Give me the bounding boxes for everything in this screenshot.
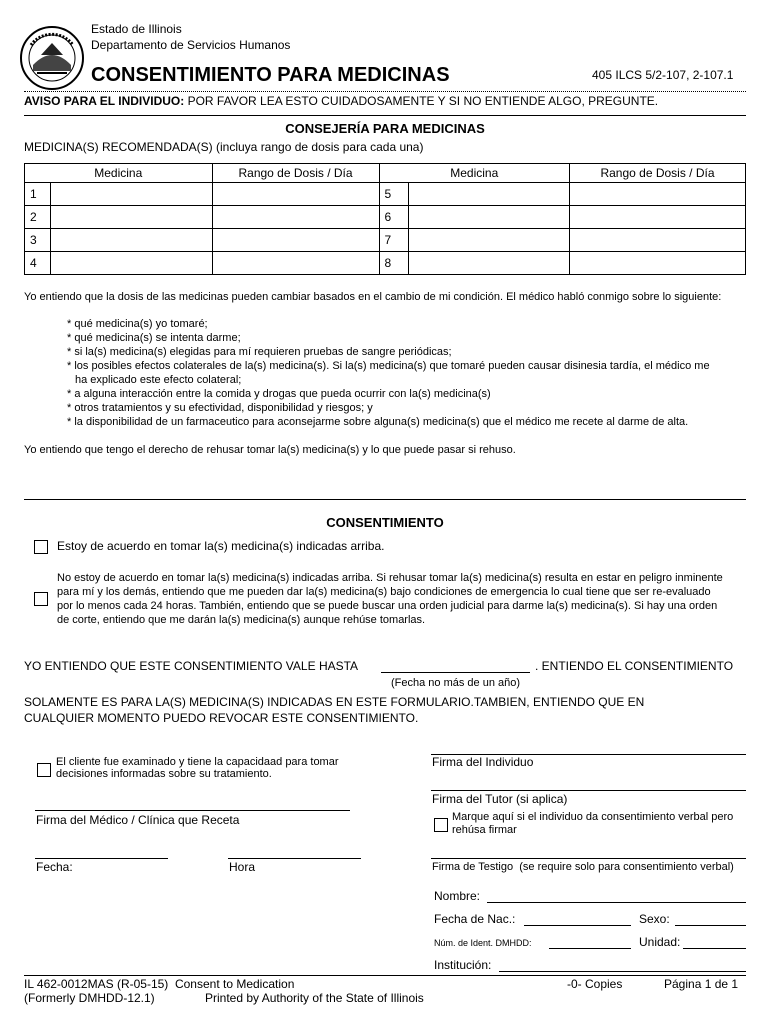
sex-label: Sexo:: [639, 912, 670, 926]
table-row: [25, 206, 746, 229]
list-item: * qué medicina(s) yo tomaré;: [67, 318, 208, 330]
list-item: * los posibles efectos colaterales de la(s) medicina(s). Si la(s) medicina(s) que tomaré pueden causar disinesia tardía, el médico me: [67, 360, 710, 372]
consent-heading: CONSENTIMIENTO: [326, 515, 444, 530]
form-number: IL 462-0012MAS (R-05-15): [24, 977, 169, 991]
medication-cell[interactable]: [408, 252, 569, 275]
witness-label-group: [432, 861, 734, 873]
time-label: Hora: [229, 860, 256, 874]
agree-checkbox[interactable]: [34, 540, 48, 554]
dose-range-cell[interactable]: [212, 183, 379, 206]
column-header: Rango de Dosis / Día: [570, 164, 746, 183]
table-row: [25, 183, 746, 206]
disagree-line: No estoy de acuerdo en tomar la(s) medicina(s) indicadas arriba. Si rehusar tomar la(s) medicina(s) resulta en estar en peligro inminente: [57, 572, 723, 584]
dose-range-cell[interactable]: [570, 229, 746, 252]
id-label: Núm. de Ident. DMHDD:: [434, 938, 532, 948]
valid-until-suffix: . ENTIENDO EL CONSENTIMIENTO: [535, 659, 734, 673]
unit-field[interactable]: [683, 948, 746, 949]
id-field[interactable]: [549, 948, 631, 949]
dose-range-cell[interactable]: [212, 252, 379, 275]
capacity-line: decisiones informadas sobre su tratamiento.: [56, 768, 272, 780]
medication-cell[interactable]: [51, 252, 213, 275]
medication-cell[interactable]: [408, 183, 569, 206]
row-number: 2: [25, 206, 51, 229]
verbal-consent-checkbox[interactable]: [434, 818, 448, 832]
witness-label: Firma de Testigo: [432, 861, 514, 873]
list-item: * a alguna interacción entre la comida y drogas que pueda ocurrir con la(s) medicina(s): [67, 388, 491, 400]
verbal-line: rehúsa firmar: [452, 824, 517, 836]
witness-signature-line[interactable]: [431, 858, 746, 859]
valid-until-prefix: YO ENTIENDO QUE ESTE CONSENTIMIENTO VALE HASTA: [24, 659, 359, 673]
agree-text: Estoy de acuerdo en tomar la(s) medicina(s) indicadas arriba.: [57, 539, 385, 553]
dose-range-cell[interactable]: [212, 229, 379, 252]
notice-label: AVISO PARA EL INDIVIDUO:: [24, 94, 185, 108]
only-for-line1: SOLAMENTE ES PARA LA(S) MEDICINA(S) INDICADAS EN ESTE FORMULARIO.TAMBIEN, ENTIENDO QUE EN: [24, 695, 645, 709]
date-label: Fecha:: [36, 860, 73, 874]
row-number: 1: [25, 183, 51, 206]
guardian-signature-label: Firma del Tutor (si aplica): [432, 792, 568, 806]
page-number: Página 1 de 1: [664, 977, 739, 991]
dose-range-cell[interactable]: [570, 183, 746, 206]
recommended-medications-label: MEDICINA(S) RECOMENDADA(S) (incluya rango de dosis para cada una): [24, 140, 424, 154]
formerly-text: (Formerly DMHDD-12.1): [24, 991, 155, 1005]
dose-range-cell[interactable]: [212, 206, 379, 229]
row-number: 5: [379, 183, 408, 206]
copies-text: -0- Copies: [567, 977, 623, 991]
disagree-line: por lo menos cada 24 horas. También, entiendo que se puede buscar una orden judicial para darme la(s) medicina(s). Si hay una orden: [57, 600, 718, 612]
verbal-line: Marque aquí si el individuo da consentimiento verbal pero: [452, 811, 734, 823]
list-item: ha explicado este efecto colateral;: [75, 374, 242, 386]
medication-cell[interactable]: [51, 206, 213, 229]
row-number: 8: [379, 252, 408, 275]
table-row: [25, 229, 746, 252]
medication-cell[interactable]: [408, 206, 569, 229]
form-title: Consent to Medication: [174, 977, 295, 991]
list-item: * qué medicina(s) se intenta darme;: [67, 332, 241, 344]
capacity-checkbox[interactable]: [37, 763, 51, 777]
discussion-list: [67, 317, 737, 429]
dob-field[interactable]: [524, 925, 631, 926]
verbal-consent-text: [452, 811, 733, 837]
time-signature-line[interactable]: [228, 858, 361, 859]
witness-note: (se require solo para consentimiento verbal): [519, 861, 734, 873]
dose-range-cell[interactable]: [570, 252, 746, 275]
valid-until-date-field[interactable]: [381, 672, 530, 673]
medication-cell[interactable]: [408, 229, 569, 252]
institution-field[interactable]: [499, 971, 746, 972]
guardian-signature-line[interactable]: [431, 790, 746, 791]
dob-label: Fecha de Nac.:: [434, 912, 516, 926]
page-title: CONSENTIMIENTO PARA MEDICINAS: [91, 64, 450, 86]
sex-field[interactable]: [675, 925, 746, 926]
understand-intro: Yo entiendo que la dosis de las medicinas pueden cambiar basados en el cambio de mi condición. El médico habló conmigo sobre lo siguiente:: [24, 291, 722, 303]
medication-cell[interactable]: [51, 183, 213, 206]
table-row: [25, 252, 746, 275]
only-for-line2: CUALQUIER MOMENTO PUEDO REVOCAR ESTE CONSENTIMIENTO.: [24, 711, 419, 725]
disagree-text: [57, 571, 747, 627]
medication-cell[interactable]: [51, 229, 213, 252]
prescriber-signature-label: Firma del Médico / Clínica que Receta: [36, 813, 240, 827]
agency-state: Estado de Illinois: [91, 22, 182, 36]
refuse-rights-text: Yo entiendo que tengo el derecho de rehusar tomar la(s) medicina(s) y lo que puede pasar si rehuso.: [24, 444, 516, 456]
list-item: * si la(s) medicina(s) elegidas para mí requieren pruebas de sangre periódicas;: [67, 346, 452, 358]
name-field[interactable]: [487, 902, 746, 903]
notice-text: POR FAVOR LEA ESTO CUIDADOSAMENTE Y SI NO ENTIENDE ALGO, PREGUNTE.: [184, 94, 659, 108]
date-signature-line[interactable]: [35, 858, 168, 859]
list-item: * otros tratamientos y su efectividad, disponibilidad y riesgos; y: [67, 402, 373, 414]
prescriber-signature-line[interactable]: [35, 810, 350, 811]
notice-line: [24, 94, 658, 108]
column-header: Medicina: [379, 164, 569, 183]
form-number-line: [24, 977, 294, 991]
row-number: 4: [25, 252, 51, 275]
statute-reference: 405 ILCS 5/2-107, 2-107.1: [592, 68, 734, 82]
printed-by-text: Printed by Authority of the State of Illinois: [205, 991, 424, 1005]
agency-department: Departamento de Servicios Humanos: [91, 38, 291, 52]
column-header: Rango de Dosis / Día: [212, 164, 379, 183]
institution-label: Institución:: [434, 958, 492, 972]
disagree-line: para mí y los demás, entiendo que me pueden dar la(s) medicina(s) bajo condiciones de emergencia lo cual tiene que ser re-evaluado: [57, 586, 711, 598]
state-seal-logo: [19, 25, 85, 91]
table-header-row: [25, 164, 746, 183]
disagree-checkbox[interactable]: [34, 592, 48, 606]
medications-table: [24, 163, 746, 275]
disagree-line: de corte, entiendo que me darán la(s) medicina(s) aunque rehúse tomarlas.: [57, 614, 426, 626]
unit-label: Unidad:: [639, 935, 681, 949]
row-number: 6: [379, 206, 408, 229]
name-label: Nombre:: [434, 889, 481, 903]
row-number: 3: [25, 229, 51, 252]
dose-range-cell[interactable]: [570, 206, 746, 229]
date-note: (Fecha no más de un año): [391, 677, 521, 689]
column-header: Medicina: [25, 164, 213, 183]
individual-signature-label: Firma del Individuo: [432, 755, 534, 769]
capacity-line: El cliente fue examinado y tiene la capacidaad para tomar: [56, 756, 339, 768]
row-number: 7: [379, 229, 408, 252]
capacity-text: [56, 756, 339, 780]
counseling-heading: CONSEJERÍA PARA MEDICINAS: [285, 121, 485, 136]
list-item: * la disponibilidad de un farmaceutico para aconsejarme sobre alguna(s) medicina(s) que el médico me recete al darme de alta.: [67, 416, 689, 428]
